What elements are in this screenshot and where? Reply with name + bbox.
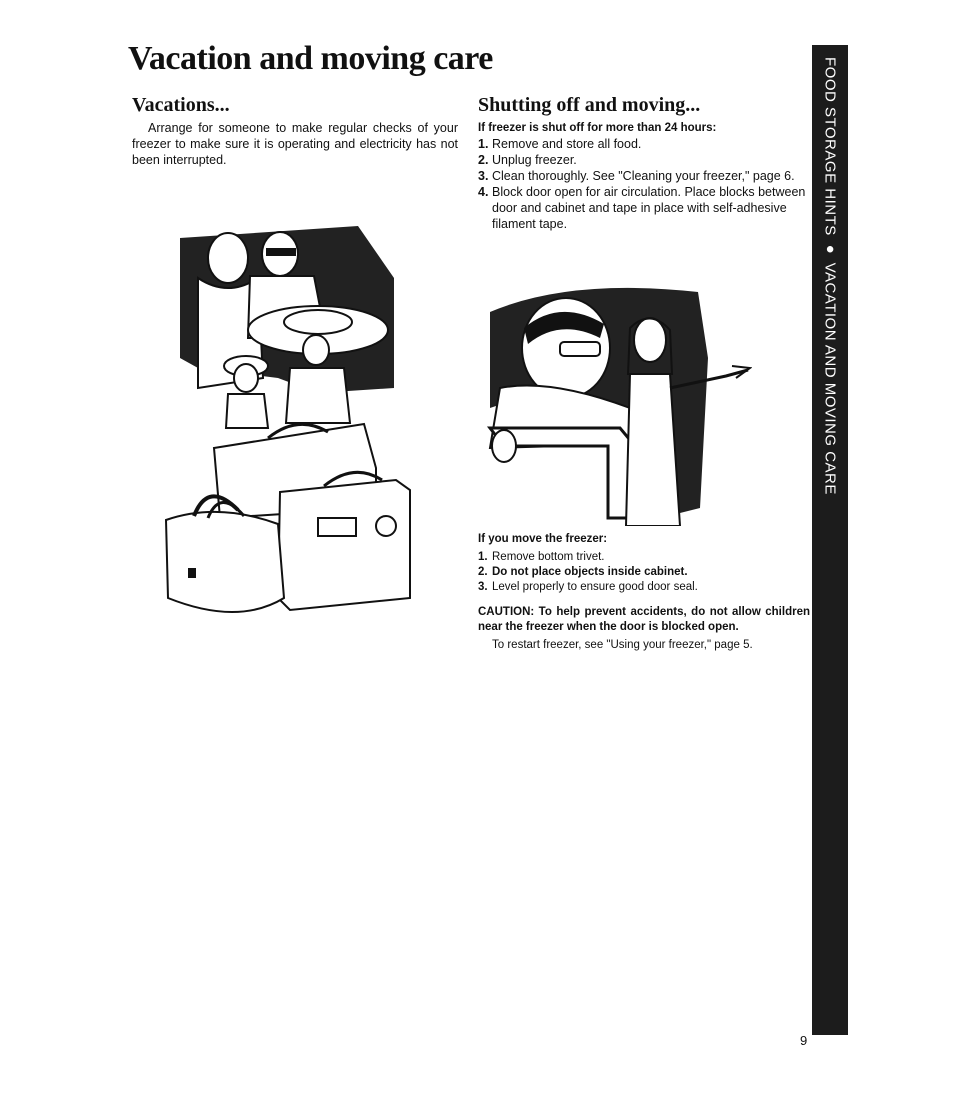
shutting-off-subheading: If freezer is shut off for more than 24 hours:: [478, 122, 717, 134]
list-item: 2. Unplug freezer.: [478, 153, 577, 167]
list-item: 3. Clean thoroughly. See "Cleaning your freezer," page 6.: [478, 169, 795, 183]
vacations-paragraph: [132, 120, 458, 168]
family-luggage-illustration: [158, 218, 420, 630]
page-number: 9: [800, 1033, 808, 1048]
page-title: Vacation and moving care: [128, 40, 493, 77]
list-item: 3. Level properly to ensure good door seal.: [478, 581, 698, 593]
list-item: 1. Remove and store all food.: [478, 137, 642, 151]
list-item: 1. Remove bottom trivet.: [478, 551, 605, 563]
list-item: 4. Block door open for air circulation. Place blocks between door and cabinet and tape in place with self-adhesive filament tape.: [478, 185, 806, 231]
shutting-off-heading: Shutting off and moving...: [478, 94, 701, 116]
restart-text: To restart freezer, see "Using your freezer," page 5.: [492, 639, 753, 651]
moving-steps: [478, 550, 810, 595]
section-sidebar: [812, 45, 848, 1035]
sidebar-label: FOOD STORAGE HINTS ● VACATION AND MOVING CARE: [821, 57, 839, 495]
shutting-off-steps: [478, 136, 808, 232]
moving-freezer-illustration: [480, 278, 752, 526]
moving-section: [478, 532, 810, 653]
moving-subheading: If you move the freezer:: [478, 533, 608, 545]
list-item: 2. Do not place objects inside cabinet.: [478, 566, 688, 578]
vacations-text: Arrange for someone to make regular checks of your freezer to make sure it is operating and electricity has not been interrupted.: [132, 121, 458, 167]
shutting-off-section: [478, 120, 808, 232]
vacations-heading: Vacations...: [132, 94, 230, 116]
caution-text: CAUTION: To help prevent accidents, do not allow children near the freezer when the door is blocked open.: [478, 606, 810, 633]
